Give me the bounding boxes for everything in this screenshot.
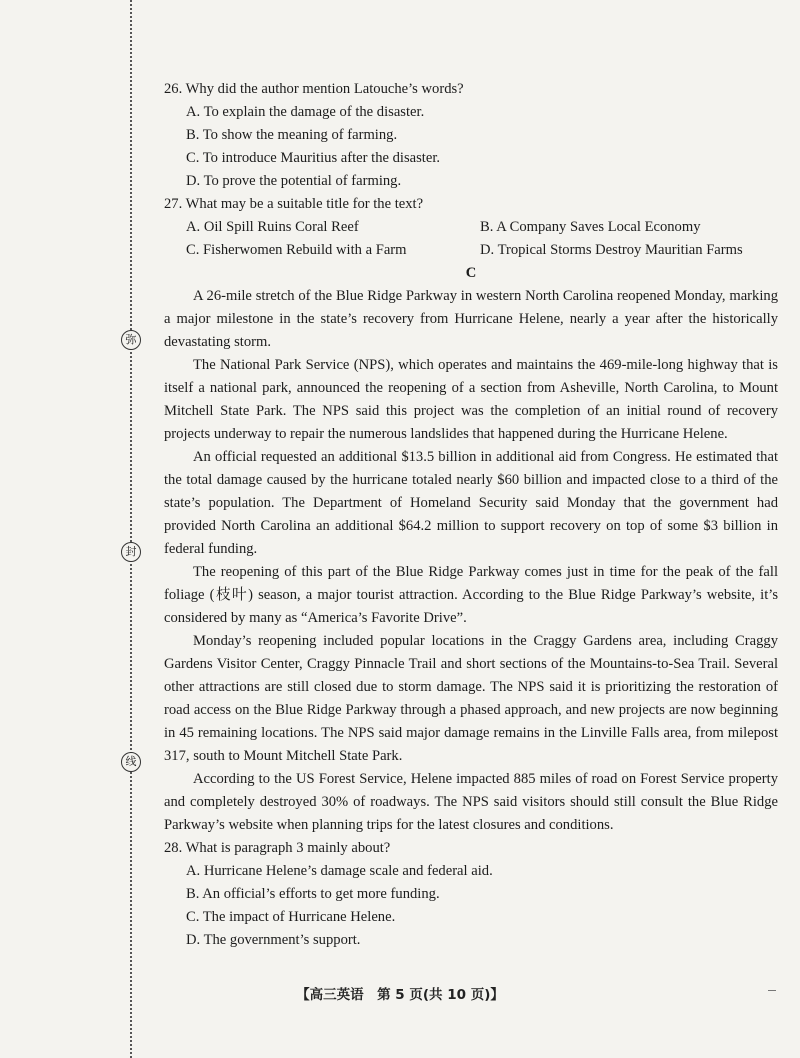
seal-feng: 封 bbox=[121, 542, 141, 562]
question-stem: 26. Why did the author mention Latouche’s words? bbox=[164, 81, 464, 97]
question-26 bbox=[164, 78, 778, 193]
option-a: A. To explain the damage of the disaster. bbox=[186, 104, 425, 120]
section-heading: C bbox=[465, 265, 477, 281]
paragraph: A 26-mile stretch of the Blue Ridge Parkway in western North Carolina reopened Monday, marking a major milestone in the state’s recovery from Hurricane Helene, nearly a year after the historically devastating storm. bbox=[164, 288, 778, 350]
question-stem: 27. What may be a suitable title for the text? bbox=[164, 196, 424, 212]
option-a: A. Hurricane Helene’s damage scale and federal aid. bbox=[186, 863, 493, 879]
option-c: C. To introduce Mauritius after the disaster. bbox=[186, 150, 441, 166]
option-c: C. The impact of Hurricane Helene. bbox=[186, 909, 396, 925]
page-footer: 【高三英语 第 5 页(共 10 页)】 bbox=[296, 987, 504, 1003]
binding-dotted-line bbox=[130, 0, 132, 1058]
question-stem: 28. What is paragraph 3 mainly about? bbox=[164, 840, 391, 856]
option-b: B. To show the meaning of farming. bbox=[186, 127, 398, 143]
option-a: A. Oil Spill Ruins Coral Reef bbox=[186, 219, 359, 235]
question-27 bbox=[164, 193, 778, 262]
corner-mark bbox=[768, 990, 776, 991]
page-content bbox=[164, 78, 778, 952]
option-b: B. An official’s efforts to get more funding. bbox=[186, 886, 440, 902]
paragraph: An official requested an additional $13.5 billion in additional aid from Congress. He estimated that the total damage caused by the hurricane totaled nearly $60 billion and impacted close to a third of the state’s population. The Department of Homeland Security said Monday that the government had provided North Carolina an additional $64.2 million to support recovery on top of some $3 billion in federal funding. bbox=[164, 449, 778, 557]
paragraph: According to the US Forest Service, Helene impacted 885 miles of road on Forest Service property and completely destroyed 30% of roadways. The NPS said visitors should still consult the Blue Ridge Parkway’s website when planning trips for the latest closures and conditions. bbox=[164, 771, 778, 833]
option-c: C. Fisherwomen Rebuild with a Farm bbox=[186, 242, 407, 258]
option-d: D. Tropical Storms Destroy Mauritian Farms bbox=[480, 242, 743, 258]
paragraph: Monday’s reopening included popular locations in the Craggy Gardens area, including Craggy Gardens Visitor Center, Craggy Pinnacle Trail and short sections of the Mountains-to-Sea Trail. Several other attractions are still closed due to storm damage. The NPS said it is prioritizing the restoration of road access on the Blue Ridge Parkway through a phased approach, and new projects are now beginning in 45 remaining locations. The NPS said major damage remains in the Linville Falls area, from milepost 317, south to Mount Mitchell State Park. bbox=[164, 633, 778, 764]
option-b: B. A Company Saves Local Economy bbox=[480, 219, 701, 235]
seal-xian: 线 bbox=[121, 752, 141, 772]
paragraph: The National Park Service (NPS), which operates and maintains the 469-mile-long highway that is itself a national park, announced the reopening of a section from Asheville, North Carolina, to Mount Mitchell State Park. The NPS said this project was the completion of an initial round of recovery projects underway to repair the numerous landslides that happened during the Hurricane Helene. bbox=[164, 357, 778, 442]
paragraph: The reopening of this part of the Blue Ridge Parkway comes just in time for the peak of the fall foliage (枝叶) season, a major tourist attraction. According to the Blue Ridge Parkway’s website, it’s considered by many as “America’s Favorite Drive”. bbox=[164, 564, 778, 626]
question-28 bbox=[164, 837, 778, 952]
passage-c bbox=[164, 285, 778, 837]
option-d: D. The government’s support. bbox=[186, 932, 361, 948]
seal-mi: 弥 bbox=[121, 330, 141, 350]
option-d: D. To prove the potential of farming. bbox=[186, 173, 402, 189]
